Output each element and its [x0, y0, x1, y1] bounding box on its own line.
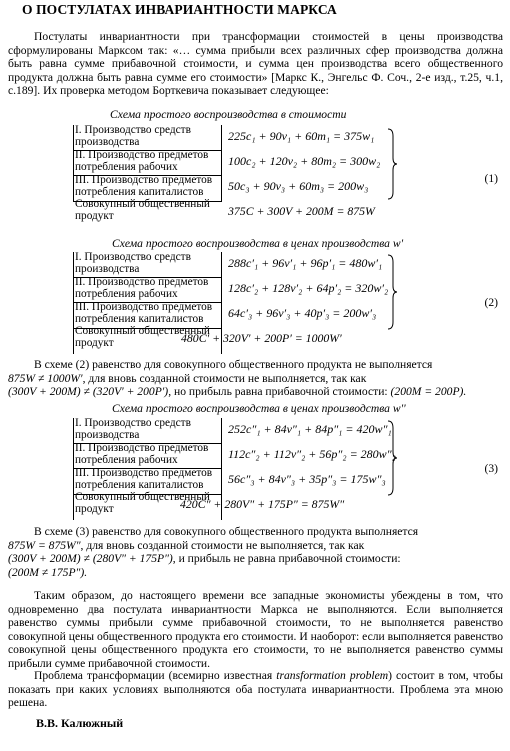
intro-paragraph: Постулаты инвариантности при трансформации стоимостей в цены производства сформулированы Марксом так: «… сумма прибыли всех различных сфер производства должна быть равна сумме прибавочной стоимости, и сумма цен производства всего общественного продукта должна быть равна сумме его стоимости» [Маркс К., Энгельс Ф. Соч., 2-е изд., т.25, ч.1, с.189]. Их проверка методом Борткевича показывает следующее:	[8, 30, 503, 98]
scheme-3-brace	[386, 420, 402, 496]
scheme-1-row-2: II. Производство предметов потребления рабочих 100c₂ + 120v₂ + 80m₂ = 300w₂	[75, 149, 381, 173]
scheme-2-number: (2)	[484, 296, 498, 309]
scheme-3-row-3: III. Производство предметов потребления капиталистов 56c″₃ + 84v″₃ + 35p″₃ = 175w″₃	[75, 467, 386, 491]
scheme-1	[73, 125, 398, 225]
scheme-3-caption: Схема простого воспроизводства в ценах производства w''	[112, 402, 406, 415]
scheme-3	[73, 418, 398, 518]
scheme-1-total: Совокупный общественный продукт 375C + 300V + 200M = 875W	[75, 198, 375, 222]
article-title: О ПОСТУЛАТАХ ИНВАРИАНТНОСТИ МАРКСА	[22, 2, 337, 17]
scheme-2-row-3: III. Производство предметов потребления капиталистов 64c′₃ + 96v′₃ + 40p′₃ = 200w′₃	[75, 301, 377, 325]
scheme-2-row-2: II. Производство предметов потребления рабочих 128c′₂ + 128v′₂ + 64p′₂ = 320w′₂	[75, 276, 389, 300]
scheme-3-row-2: II. Производство предметов потребления рабочих 112c″₂ + 112v″₂ + 56p″₂ = 280w″₂	[75, 442, 396, 466]
scheme-3-total: Совокупный общественный продукт 420C″ + 280V″ + 175P″ = 875W″	[75, 491, 345, 515]
scheme-2-total: Совокупный общественный продукт 480C′ + 320V′ + 200P′ = 1000W′	[75, 325, 342, 349]
scheme-1-row-1: I. Производство средств производства 225c₁ + 90v₁ + 60m₁ = 375w₁	[75, 124, 375, 148]
problem-paragraph: Проблема трансформации (всемирно известная transformation problem) состоит в том, чтобы показать при каких условиях выполняются оба постулата инвариантности. Проблема эта мною решена.	[8, 669, 503, 710]
scheme-2-brace	[386, 254, 402, 330]
scheme-1-row-3: III. Производство предметов потребления капиталистов 50c₃ + 90v₃ + 60m₃ = 200w₃	[75, 174, 369, 198]
scheme-2	[73, 252, 398, 352]
author-signature: В.В. Калюжный	[36, 716, 124, 730]
scheme-1-brace	[386, 128, 398, 200]
scheme-3-number: (3)	[484, 462, 498, 475]
scheme-3-commentary: В схеме (3) равенство для совокупного общественного продукта выполняется 875W = 875W″, для вновь созданной стоимости не выполняется, так как (300V + 200M) ≠ (280V″ + 175P″), и прибыль не равна прибавочной стоимости: (200M ≠ 175P″).	[8, 525, 419, 579]
scheme-1-number: (1)	[484, 172, 498, 185]
scheme-2-caption: Схема простого воспроизводства в ценах производства w'	[112, 237, 404, 250]
scheme-2-row-1: I. Производство средств производства 288c′₁ + 96v′₁ + 96p′₁ = 480w′₁	[75, 251, 383, 275]
scheme-3-row-1: I. Производство средств производства 252c″₁ + 84v″₁ + 84p″₁ = 420w″₁	[75, 417, 392, 441]
scheme-1-caption: Схема простого воспроизводства в стоимости	[110, 108, 347, 121]
conclusion-paragraph: Таким образом, до настоящего времени все западные экономисты убеждены в том, что одновременно два постулата инвариантности Маркса не выполняются. Если выполняется равенство суммы прибыли сумме прибавочной стоимости, то не выполняется равенство совокупной цены общественного продукта его стоимости. И наоборот: если выполняется равенство совокупной цены общественного продукта его стоимости, то не выполняется равенство суммы прибыли сумме прибавочной стоимости.	[8, 589, 503, 670]
scheme-2-commentary: В схеме (2) равенство для совокупного общественного продукта не выполняется 875W ≠ 1000W′, для вновь созданной стоимости не выполняется, так как (300V + 200M) ≠ (320V′ + 200P′), но прибыль равна прибавочной стоимости: (200M = 200P).	[8, 358, 467, 399]
